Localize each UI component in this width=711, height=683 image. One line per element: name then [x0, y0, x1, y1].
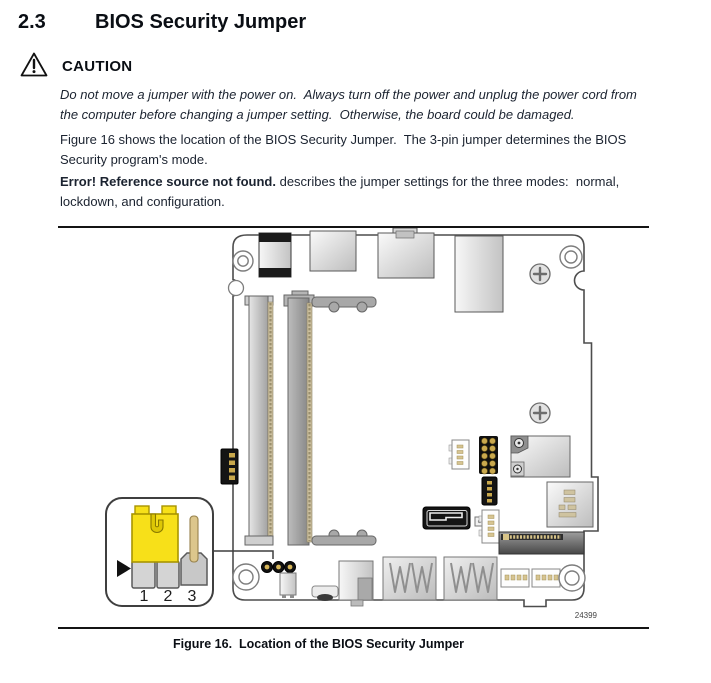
module-with-pads [547, 482, 593, 527]
page-title: BIOS Security Jumper [95, 11, 307, 33]
error-reference-text: Error! Reference source not found. [60, 174, 276, 189]
usb-stack-1 [383, 557, 436, 600]
wireless-module [511, 436, 570, 477]
pin-label-1: 1 [139, 588, 149, 605]
top-rect-component [310, 231, 356, 271]
board-diagram [0, 228, 711, 627]
warning-triangle-icon [20, 52, 48, 78]
paragraph-error-reference [60, 172, 645, 212]
jumper-callout [106, 498, 213, 606]
mounting-hole-bottom-right [559, 565, 585, 591]
figure-caption: Figure 16. Location of the BIOS Security Jumper [173, 637, 465, 651]
white-connector-a [449, 440, 469, 469]
white-connector-b [479, 510, 499, 543]
jumper-cap [132, 506, 178, 562]
jumper-pin-3 [190, 516, 198, 562]
hdmi-port [378, 228, 434, 278]
white-connector-d [532, 569, 560, 587]
mounting-hole-top-left [233, 251, 253, 271]
pin-label-3: 3 [187, 588, 197, 605]
caution-label: CAUTION [62, 58, 133, 75]
paragraph-figure-reference: Figure 16 shows the location of the BIOS Security Jumper. The 3-pin jumper determines the BIOS Security program's mode. [60, 132, 630, 167]
drawing-number: 24399 [574, 611, 597, 620]
screw-middle-right [530, 403, 550, 423]
screw-top-right [530, 264, 550, 284]
caution-header [20, 52, 48, 78]
white-connector-c [501, 569, 529, 587]
mounting-hole-bottom-left [233, 564, 259, 590]
black-connector-4pin [482, 477, 497, 505]
section-number: 2.3 [18, 11, 46, 33]
pin-header-2x5 [479, 436, 498, 474]
power-connector [339, 561, 373, 606]
mounting-hole-top-right [560, 246, 582, 268]
front-panel-header [221, 449, 238, 484]
small-bottom-component [280, 573, 296, 598]
pin-label-2: 2 [163, 588, 173, 605]
inductor-component [259, 233, 291, 277]
usb-stack-2 [444, 557, 497, 600]
paragraph-error-rest: describes the jumper settings for the three modes: normal, lockdown, and configuration. [60, 174, 623, 209]
sodimm-socket-left [245, 296, 273, 545]
sata-connector [423, 507, 470, 529]
top-right-port [455, 236, 503, 312]
section-heading [18, 11, 306, 34]
board-notch-left [229, 281, 244, 296]
m2-slot [499, 532, 584, 554]
bios-security-jumper-pins [262, 562, 296, 573]
caution-text: Do not move a jumper with the power on. Always turn off the power and unplug the power cord from the computer before changing a jumper setting. Otherwise, the board could be damaged. [60, 87, 641, 122]
figure-bottom-rule [58, 627, 649, 629]
